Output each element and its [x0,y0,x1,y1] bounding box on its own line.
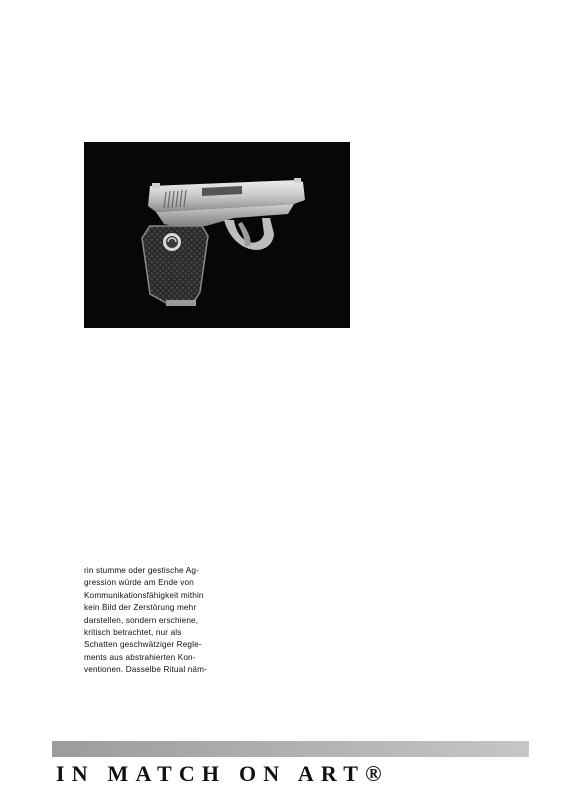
text-line: kein Bild der Zerstörung mehr [84,603,197,613]
text-line: ments aus abstrahierten Kon- [84,652,196,662]
pistol-photo [84,142,350,328]
text-line: gression würde am Ende von [84,578,194,588]
text-line: ventionen. Dasselbe Ritual näm- [84,665,207,675]
text-line: Kommunikationsfähigkeit mithin [84,590,204,600]
article-text [84,565,259,677]
text-line: Schatten geschwätziger Regle- [84,640,202,650]
footer-gray-bar [52,741,529,757]
text-line: rin stumme oder gestische Ag- [84,566,199,575]
footer-title: IN MATCH ON ART® [56,761,389,786]
text-line: kritisch betrachtet, nur als [84,628,182,638]
pistol-image [84,142,350,328]
text-line: darstellen, sondern erschiene, [84,615,199,625]
